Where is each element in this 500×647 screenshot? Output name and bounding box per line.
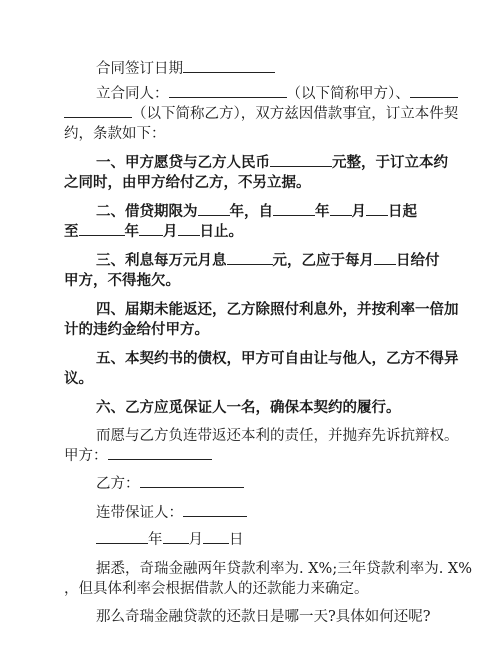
party-a-label: 甲方： <box>64 448 108 464</box>
party-b-sign-blank <box>140 472 244 488</box>
clause-2-text-a: 二、借贷期限为 <box>96 203 198 220</box>
parties-text-3: 约，条款如下： <box>64 126 166 143</box>
parties-text-2: （以下简称乙方），双方兹因借款事宜，订立本件契 <box>132 106 459 122</box>
signature-date-line <box>96 528 440 552</box>
question-line <box>96 605 440 629</box>
clause-2-text-f: 至 <box>64 223 79 240</box>
clause-2-text-h: 月 <box>163 223 178 240</box>
party-b-sign-line <box>96 472 440 496</box>
payment-day-blank <box>374 249 396 265</box>
sig-month-label: 月 <box>188 532 203 549</box>
clause-2-text-e: 日起 <box>388 203 417 220</box>
clause-3-text-a: 三、利息每万元月息 <box>96 252 227 269</box>
clause-2-text-g: 年 <box>124 223 139 240</box>
clause-1-text-b: 元整，于订立本约 <box>332 155 448 172</box>
sign-date-blank <box>183 57 275 73</box>
party-a-sign-line <box>64 444 440 468</box>
note-text-a: 据悉，奇瑞金融两年贷款利率为. X%;三年贷款利率为. X% <box>96 560 473 577</box>
term-years-blank <box>198 200 230 216</box>
parties-label: 立合同人： <box>96 86 169 102</box>
party-b-label: 乙方： <box>96 476 140 493</box>
parties-line-3 <box>64 122 440 146</box>
clause-3-text-c: 日给付 <box>396 252 440 269</box>
clause-2-text-c: 年 <box>315 203 330 220</box>
clause-2-line-2 <box>64 220 440 244</box>
clause-5-text-a: 五、本契约书的债权，甲方可自由让与他人，乙方不得异 <box>96 351 459 368</box>
end-month-blank <box>139 220 163 236</box>
clause-3-line-2 <box>64 269 440 293</box>
note-text-b: ，但具体利率会根据借款人的还款能力来确定。 <box>64 580 369 597</box>
clause-2-text-d: 月 <box>351 203 366 220</box>
interest-blank <box>227 249 273 265</box>
sig-day-blank <box>203 528 229 544</box>
guarantee-text: 而愿与乙方负连带返还本利的责任，并抛弃先诉抗辩权。 <box>96 428 459 444</box>
sig-month-blank <box>163 528 189 544</box>
clause-6-line <box>96 396 440 420</box>
party-a-name-blank <box>169 82 287 98</box>
party-a-sign-blank <box>108 444 212 460</box>
note-line-2 <box>64 577 440 601</box>
start-month-blank <box>330 200 352 216</box>
clause-4-line-2 <box>64 318 440 342</box>
sig-year-blank <box>96 528 148 544</box>
clause-4-text-b: 计的违约金给付甲方。 <box>64 322 209 339</box>
clause-1-line-2 <box>64 171 440 195</box>
sign-date-line <box>96 57 440 81</box>
party-b-name-blank-2 <box>64 102 132 118</box>
clause-4-text-a: 四、届期未能返还，乙方除照付利息外，并按利率一倍加 <box>96 302 459 319</box>
party-b-name-blank-1 <box>410 82 458 98</box>
parties-text-1b: （以下简称甲方）、 <box>286 86 410 102</box>
clause-2-text-b: 年，自 <box>229 203 273 220</box>
start-year-blank <box>273 200 315 216</box>
clause-5-line-2 <box>64 367 440 391</box>
clause-1-text-a: 一、甲方愿贷与乙方人民币 <box>96 155 270 172</box>
question-text: 那么奇瑞金融贷款的还款日是哪一天?具体如何还呢? <box>96 609 431 625</box>
sig-day-label: 日 <box>229 532 244 549</box>
clause-5-text-b: 议。 <box>64 371 93 388</box>
guarantor-label: 连带保证人： <box>96 504 183 521</box>
start-day-blank <box>366 200 388 216</box>
clause-3-text-d: 甲方，不得拖欠。 <box>64 272 180 289</box>
sig-year-label: 年 <box>148 532 163 549</box>
clause-2-text-i: 日止。 <box>199 223 243 240</box>
clause-3-text-b: 元，乙应于每月 <box>272 252 374 269</box>
end-year-blank <box>79 220 125 236</box>
loan-amount-blank <box>270 151 332 167</box>
clause-6-text: 六、乙方应觅保证人一名，确保本契约的履行。 <box>96 399 401 416</box>
guarantor-sign-blank <box>183 501 247 517</box>
end-day-blank <box>178 220 200 236</box>
guarantor-sign-line <box>96 501 440 525</box>
clause-1-text-c: 之同时，由甲方给付乙方，不另立据。 <box>64 175 311 192</box>
sign-date-label: 合同签订日期 <box>96 61 183 77</box>
